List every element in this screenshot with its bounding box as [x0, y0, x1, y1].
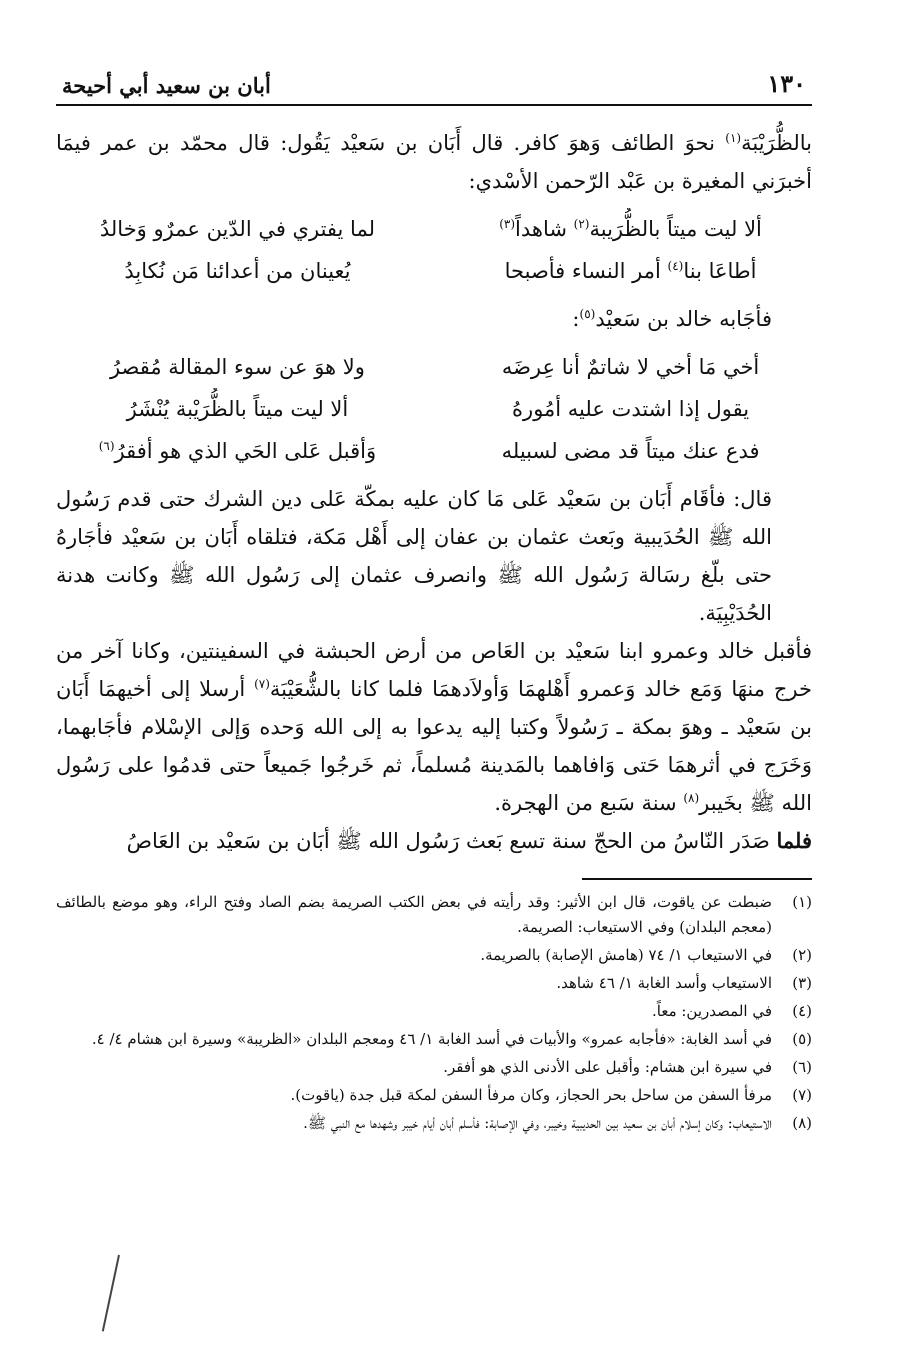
footnote-ref[interactable]: (٢) [573, 217, 590, 231]
hemistich-right: أخي مَا أخي لا شاتمٌ أنا عِرضَه [501, 355, 760, 379]
running-head [56, 50, 812, 106]
hemistich-left: لما يفتري في الدّين عمرٌو وَخالدُ [99, 217, 375, 241]
footnote [56, 971, 812, 996]
hemistich-right: يقول إذا اشتدت عليه أمُورهُ [512, 397, 750, 421]
footnote-separator [582, 878, 812, 880]
hemistich-right [449, 208, 812, 250]
footnote-ref[interactable]: (١) [725, 131, 742, 145]
hemistich-right [449, 250, 812, 292]
footnote [56, 1083, 812, 1108]
footnote-number: (٦) [792, 1058, 812, 1076]
footnote [56, 1027, 812, 1052]
running-title: أبان بن سعيد أبي أحيحة [62, 73, 271, 98]
paragraph-3: قال: فأقَام أَبَان بن سَعيْد عَلى مَا كان عليه بمكّة عَلى دين الشرك حتى قدم رَسُول الله ﷺ الحُدَيبية وبَعث عثمان بن عفان إلى أَهْل مَكة، فتلقاه أَبَان بن سَعيْد فأجَارهُ حتى بلّغ رسَالة رَسُول الله ﷺ وانصرف عثمان إلى رَسُول الله ﷺ وكانت هدنة الحُدَيْبِيَة. [56, 487, 772, 625]
footnote-text: مرفأ السفن من ساحل بحر الحجاز، وكان مرفأ السفن لمكة قبل جدة (ياقوت). [290, 1086, 772, 1104]
footnote-number: (٢) [792, 946, 812, 964]
text-run: أمر النساء فأصبحا [504, 259, 668, 283]
page-number: ١٣٠ [767, 69, 806, 98]
footnote [56, 1111, 812, 1136]
main-text [56, 124, 812, 860]
footnote-number: (٨) [792, 1114, 812, 1132]
footnote-text: ضبطت عن ياقوت، قال ابن الأثير: وقد رأيته في بعض الكتب الصريمة بضم الصاد وفتح الراء، وهو موضع بالطائف (معجم البلدان) وفي الاستيعاب: الصريمة. [56, 893, 772, 936]
text-run: صَدَر النّاسُ من الحجّ سنة تسع بَعث رَسُول الله ﷺ أبَان بن سَعيْد بن العَاصُ [126, 829, 777, 853]
footnote [56, 1055, 812, 1080]
footnote-number: (٤) [792, 1002, 812, 1020]
hemistich-left [56, 430, 419, 472]
lead-word: فلما [776, 828, 812, 853]
footnote-ref[interactable]: (٧) [254, 677, 270, 691]
poem-2 [56, 346, 812, 472]
footnote-number: (١) [792, 893, 812, 911]
paragraph-5 [56, 822, 812, 860]
text-run: نحوَ الطائف وَهوَ كافر. قال أَبَان بن سَعيْد يَقُول: قال محمّد بن عمر فيمَا أخبرَني المغيرة بن عَبْد الرّحمن الأسْدي: [56, 131, 812, 193]
book-page [56, 50, 812, 1310]
footnote [56, 890, 812, 940]
hemistich-left: ألا ليت ميتاً بالظُّرَيْبة يُنْشَرُ [126, 397, 349, 421]
verse-1 [56, 346, 812, 388]
footnote-text: في المصدرين: معاً. [652, 1002, 772, 1020]
footnote [56, 999, 812, 1024]
footnote-ref[interactable]: (٣) [499, 217, 516, 231]
footnote-ref[interactable]: (٤) [667, 259, 684, 273]
footnote-number: (٥) [792, 1030, 812, 1048]
verse-3 [56, 430, 812, 472]
hemistich-right: فدع عنك ميتاً قد مضى لسبيله [501, 439, 760, 463]
text-run: أرسلا إلى أخيهمَا أَبَان بن سَعيْد ـ وهوَ بمكة ـ رَسُولاً وكتبا إليه يدعوا به إلى الله وَحده وَإلى الإسْلام فأجَابهما، وَخَرَج في أثرهمَا حَتى وَافاهما بالمَدينة مُسلماً، ثم خَرجُوا جَميعاً حتى قدمُوا على رَسُول الله ﷺ بخَيبر [56, 677, 812, 815]
hemistich-left: يُعينان من أعدائنا مَن نُكابِدُ [124, 259, 351, 283]
poem-1 [56, 208, 812, 292]
footnote-ref[interactable]: (٥) [579, 307, 596, 321]
verse-2 [56, 388, 812, 430]
footnote [56, 943, 812, 968]
footnote-number: (٧) [792, 1086, 812, 1104]
footnote-text: الاستيعاب وأسد الغابة ١/ ٤٦ شاهد. [556, 974, 772, 992]
footnote-text: الاستيعاب: وكان إسلام أبان بن سعيد بين الحديبية وخيبر، وفي الإصابة: فأسلم أبان أيام خيبر وشهدها مع النبي ﷺ. [303, 1114, 772, 1132]
footnote-number: (٣) [792, 974, 812, 992]
verse-2 [56, 250, 812, 292]
hemistich-left: ولا هوَ عن سوء المقالة مُقصرُ [109, 355, 365, 379]
text-run: وَأقبل عَلى الحَي الذي هو أفقرُ [114, 439, 377, 463]
text-run: : [572, 307, 580, 331]
footnote-text: في الاستيعاب ١/ ٧٤ (هامش الإصابة) بالصريمة. [480, 946, 772, 964]
text-run: شاهداً [515, 217, 574, 241]
text-run: بالظُّرَيْبَة [741, 131, 812, 155]
paragraph-1 [56, 124, 812, 200]
text-run: سنة سَبع من الهجرة. [494, 791, 684, 815]
footnote-ref[interactable]: (٦) [98, 439, 115, 453]
text-run: ألا ليت ميتاً بالظُّرَيبة [589, 217, 762, 241]
text-run: فأجَابه خالد بن سَعيْد [595, 307, 772, 331]
footnote-text: في سيرة ابن هشام: وأقبل على الأدنى الذي هو أفقر. [443, 1058, 772, 1076]
paragraph-2 [56, 300, 812, 338]
footnotes [56, 890, 812, 1136]
text-run: فأقبل خالد وعمرو ابنا سَعيْد بن العَاص من أرض الحبشة في السفينتين، وكانا آخر من خرج منهَا وَمَع خالد وَعمرو أَهْلهمَا وَأولاَدهمَا فلما كانا بالشُّعَيْبَة [56, 639, 812, 701]
text-run: أطاعَا بنا [683, 259, 757, 283]
paragraph-4 [56, 632, 812, 822]
footnote-text: في أسد الغابة: «فأجابه عمرو» والأبيات في أسد الغابة ١/ ٤٦ ومعجم البلدان «الظريبة» وسيرة ابن هشام ٤/ ٤. [91, 1030, 772, 1048]
footnote-ref[interactable]: (٨) [683, 791, 700, 805]
verse-1 [56, 208, 812, 250]
